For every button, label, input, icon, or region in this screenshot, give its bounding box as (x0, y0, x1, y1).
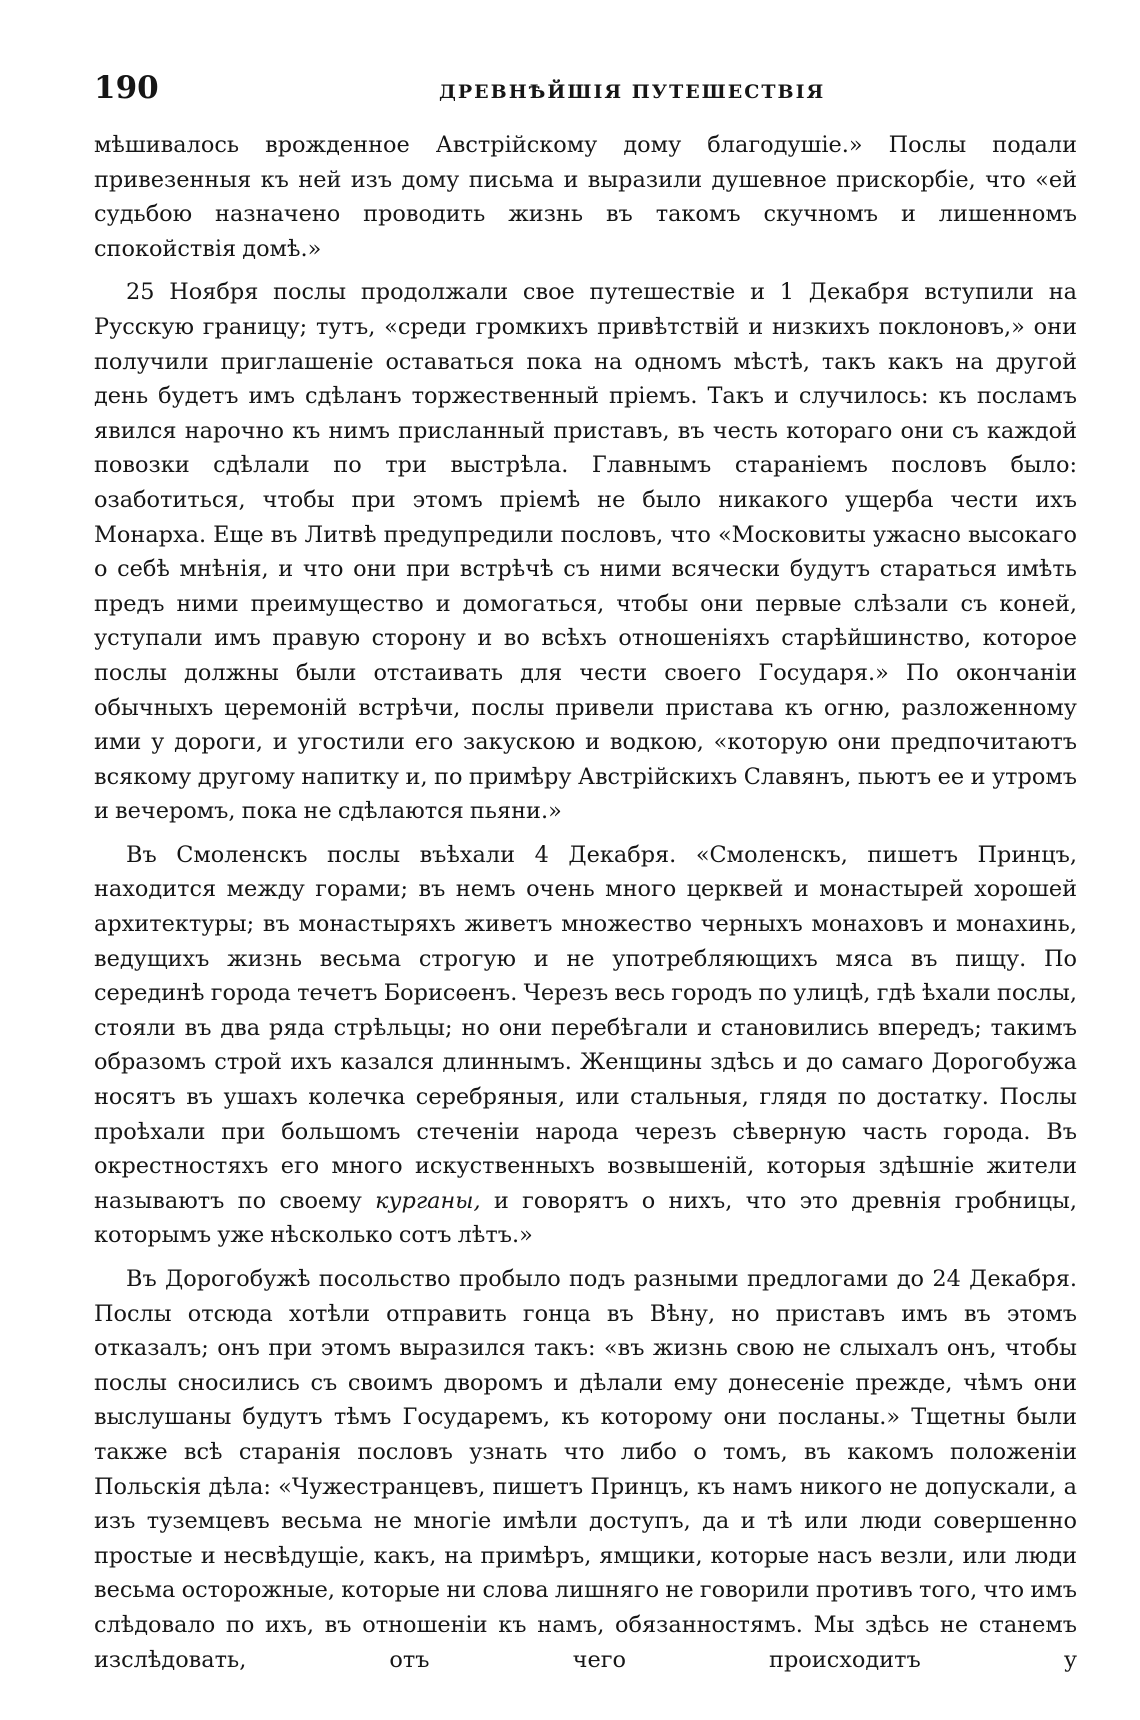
paragraph-4: Въ Дорогобужѣ посольство пробыло подъ разными предлогами до 24 Декабря. Послы отсюда хотѣли отправить гонца въ Вѣну, но приставъ имъ въ этомъ отказалъ; онъ при этомъ выразился такъ: «въ жизнь свою не слыхалъ онъ, чтобы послы сносились съ своимъ дворомъ и дѣлали ему донесеніе прежде, чѣмъ они выслушаны будутъ тѣмъ Государемъ, къ которому они посланы.» Тщетны были также всѣ старанія пословъ узнать что либо о томъ, въ какомъ положеніи Польскія дѣла: «Чужестранцевъ, пишетъ Принцъ, къ намъ никого не допускали, а изъ туземцевъ весьма не многіе имѣли доступъ, да и тѣ или люди совершенно простые и несвѣдущіе, какъ, на примѣръ, ямщики, которые насъ везли, или люди весьма осторожные, которые ни слова лишняго не говорили противъ того, что имъ слѣдовало по ихъ, въ отношеніи къ намъ, обязанностямъ. Мы здѣсь не станемъ изслѣдовать, отъ чего происходитъ у (94, 1266, 1077, 1673)
page-number: 190 (94, 70, 159, 106)
paragraph-3-emphasis: курганы, (375, 1187, 481, 1214)
paragraph-3-text-after: и говорятъ о нихъ, что это древнія гробницы, которымъ уже нѣсколько сотъ лѣтъ.» (94, 1187, 1077, 1249)
paragraph-2: 25 Ноября послы продолжали свое путешествіе и 1 Декабря вступили на Русскую границу; тутъ, «среди громкихъ привѣтствій и низкихъ поклоновъ,» они получили приглашеніе оставаться пока на одномъ мѣстѣ, такъ какъ на другой день будетъ имъ сдѣланъ торжественный пріемъ. Такъ и случилось: къ посламъ явился нарочно къ нимъ присланный приставъ, въ честь котораго они съ каждой повозки сдѣлали по три выстрѣла. Главнымъ стараніемъ пословъ было: озаботиться, чтобы при этомъ пріемѣ не было никакого ущерба чести ихъ Монарха. Еще въ Литвѣ предупредили пословъ, что «Московиты ужасно высокаго о себѣ мнѣнія, и что они при встрѣчѣ съ ними всячески будутъ стараться имѣть предъ ними преимущество и домогаться, чтобы они первые слѣзали съ коней, уступали имъ правую сторону и во всѣхъ отношеніяхъ старѣйшинство, которое послы должны были отстаивать для чести своего Государя.» По окончаніи обычныхъ церемоній встрѣчи, послы привели пристава къ огню, разложенному ими у дороги, и угостили его закускою и водкою, «которую они предпочитаютъ всякому другому напитку и, по примѣру Австрійскихъ Славянъ, пьютъ ее и утромъ и вечеромъ, пока не сдѣлаются пьяни.» (94, 279, 1077, 825)
page-body (94, 128, 1077, 1686)
running-head: ДРЕВНѢЙШІЯ ПУТЕШЕСТВІЯ (439, 81, 826, 103)
page-header (94, 70, 1080, 110)
paragraph-3 (94, 838, 1077, 1253)
paragraph-1: мѣшивалось врожденное Австрійскому дому благодушіе.» Послы подали привезенныя къ ней изъ дому письма и выразили душевное прискорбіе, что «ей судьбою назначено проводить жизнь въ такомъ скучномъ и лишенномъ спокойствія домѣ.» (94, 132, 1077, 262)
paragraph-3-text-before: Въ Смоленскъ послы въѣхали 4 Декабря. «Смоленскъ, пишетъ Принцъ, находится между горами; въ немъ очень много церквей и монастырей хорошей архитектуры; въ монастыряхъ живетъ множество черныхъ монаховъ и монахинь, ведущихъ жизнь весьма строгую и не употребляющихъ мяса въ пищу. По серединѣ города течетъ Борисѳенъ. Черезъ весь городъ по улицѣ, гдѣ ѣхали послы, стояли въ два ряда стрѣльцы; но они перебѣгали и становились впередъ; такимъ образомъ строй ихъ казался длиннымъ. Женщины здѣсь и до самаго Дорогобужа носятъ въ ушахъ колечка серебряныя, или стальныя, глядя по достатку. Послы проѣхали при большомъ стеченіи народа черезъ сѣверную часть города. Въ окрестностяхъ его много искуственныхъ возвышеній, которыя здѣшніе жители называютъ по своему (94, 841, 1077, 1214)
